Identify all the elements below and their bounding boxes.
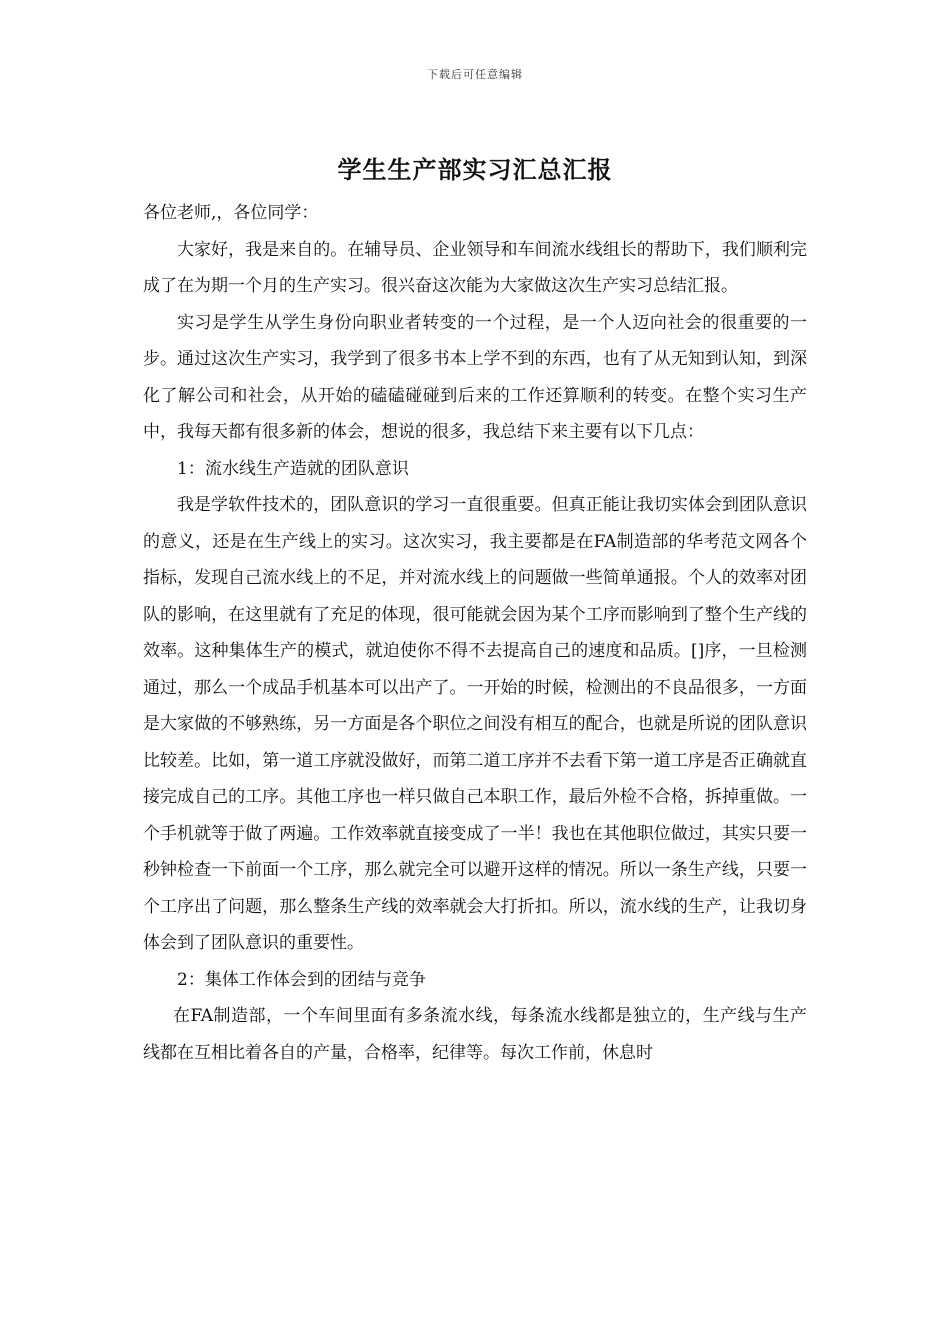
paragraph-teamwork: 我是学软件技术的，团队意识的学习一直很重要。但真正能让我切实体会到团队意识的意义，还是在生产线上的实习。这次实习，我主要都是在FA制造部的华考范文网各个指标，发现自己流水线上的不足，并对流水线上的问题做一些简单通报。个人的效率对团队的影响，在这里就有了充足的体现，很可能就会因为某个工序而影响到了整个生产线的效率。这种集体生产的模式，就迫使你不得不去提高自己的速度和品质。[]序，一旦检测通过，那么一个成品手机基本可以出产了。一开始的时候，检测出的不良品很多，一方面是大家做的不够熟练，另一方面是各个职位之间没有相互的配合，也就是所说的团队意识比较差。比如，第一道工序就没做好，而第二道工序并不去看下第一道工序是否正确就直接完成自己的工序。其他工序也一样只做自己本职工作，最后外检不合格，拆掉重做。一个手机就等于做了两遍。工作效率就直接变成了一半！我也在其他职位做过，其实只要一秒钟检查一下前面一个工序，那么就完全可以避开这样的情况。所以一条生产线，只要一个工序出了问题，那么整条生产线的效率就会大打折扣。所以，流水线的生产，让我切身体会到了团队意识的重要性。 <box>143 495 807 953</box>
header-note: 下载后可任意编辑 <box>427 68 523 81</box>
paragraph-competition: 在FA制造部，一个车间里面有多条流水线，每条流水线都是独立的，生产线与生产线都在互相比着各自的产量，合格率，纪律等。每次工作前，休息时 <box>143 1006 807 1063</box>
paragraph-intro: 大家好，我是来自的。在辅导员、企业领导和车间流水线组长的帮助下，我们顺利完成了在为期一个月的生产实习。很兴奋这次能为大家做这次生产实习总结汇报。 <box>143 239 807 296</box>
section-heading-2: 2：集体工作体会到的团结与竞争 <box>177 969 426 990</box>
paragraph-overview: 实习是学生从学生身份向职业者转变的一个过程，是一个人迈向社会的很重要的一步。通过这次生产实习，我学到了很多书本上学不到的东西，也有了从无知到认知，到深化了解公司和社会，从开始的磕磕碰碰到后来的工作还算顺利的转变。在整个实习生产中，我每天都有很多新的体会，想说的很多，我总结下来主要有以下几点： <box>143 312 807 442</box>
document-title: 学生生产部实习汇总汇报 <box>337 155 613 184</box>
section-heading-1: 1：流水线生产造就的团队意识 <box>177 458 409 479</box>
document-body <box>143 195 807 1071</box>
salutation: 各位老师,，各位同学： <box>143 203 319 223</box>
